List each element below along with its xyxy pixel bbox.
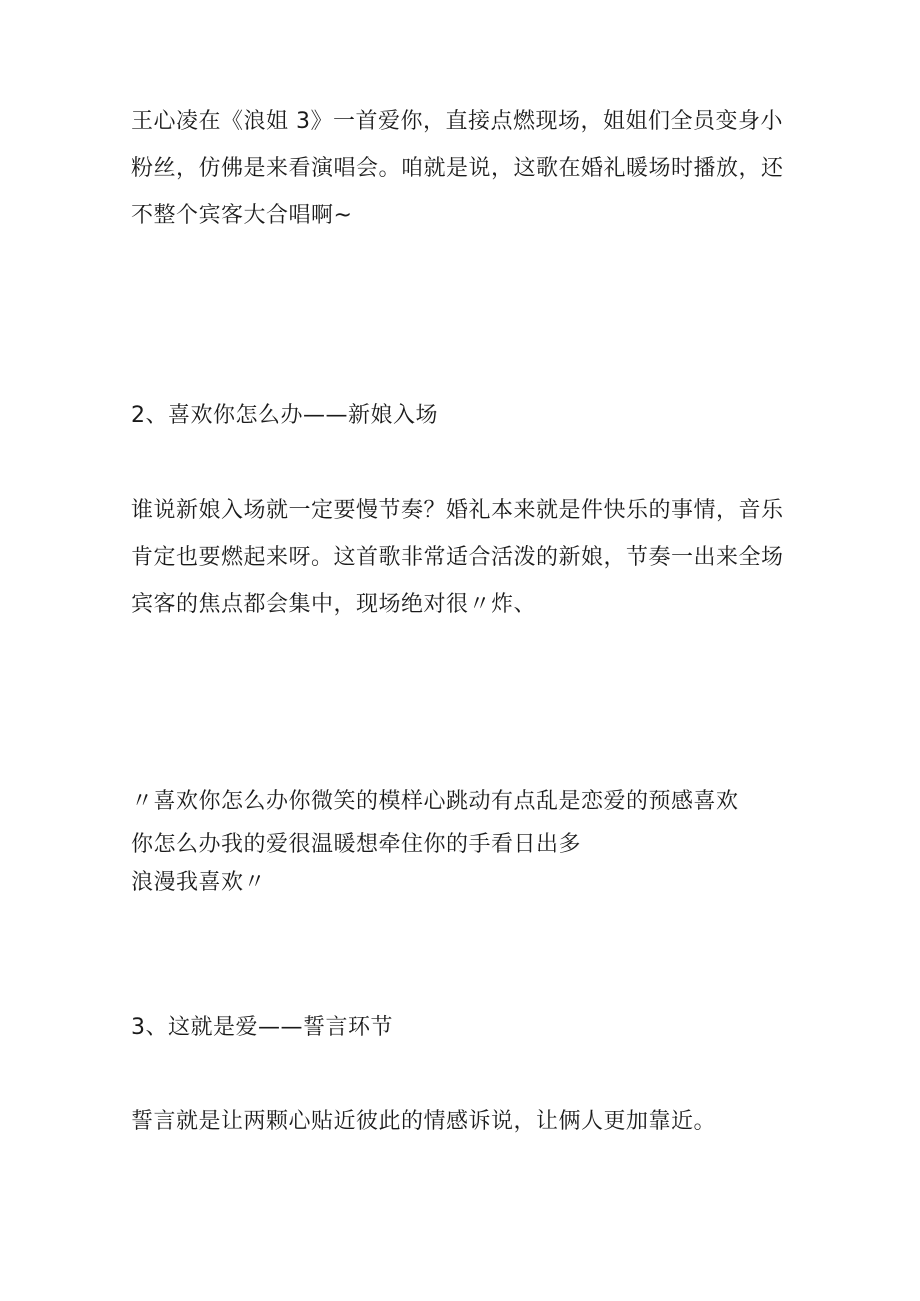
section-2-heading: 2、喜欢你怎么办——新娘入场	[131, 403, 438, 428]
paragraph-line: 誓言就是让两颗心贴近彼此的情感诉说，让俩人更加靠近。	[131, 1109, 717, 1134]
intro-paragraph	[131, 98, 803, 239]
intro-line: 王心凌在《浪姐 3》一首爱你，直接点燃现场，姐姐们全员变身小	[131, 109, 783, 134]
section-3-heading: 3、这就是爱——誓言环节	[131, 1015, 393, 1040]
intro-line: 粉丝，仿佛是来看演唱会。咱就是说，这歌在婚礼暖场时播放，还	[131, 156, 784, 181]
lyrics-line: 〃喜欢你怎么办你微笑的模样心跳动有点乱是恋爱的预感喜欢	[131, 789, 739, 814]
paragraph-line: 肯定也要燃起来呀。这首歌非常适合活泼的新娘，节奏一出来全场	[131, 545, 784, 570]
section-2-paragraph	[131, 487, 803, 628]
paragraph-line: 谁说新娘入场就一定要慢节奏？婚礼本来就是件快乐的事情，音乐	[131, 498, 784, 523]
section-3-paragraph	[131, 1098, 803, 1145]
lyrics-line: 浪漫我喜欢〃	[131, 870, 267, 895]
intro-line: 不整个宾客大合唱啊~	[131, 203, 353, 228]
paragraph-line: 宾客的焦点都会集中，现场绝对很〃炸、	[131, 592, 537, 617]
lyrics-quote	[131, 778, 803, 902]
lyrics-line: 你怎么办我的爱很温暖想牵住你的手看日出多	[131, 832, 582, 857]
